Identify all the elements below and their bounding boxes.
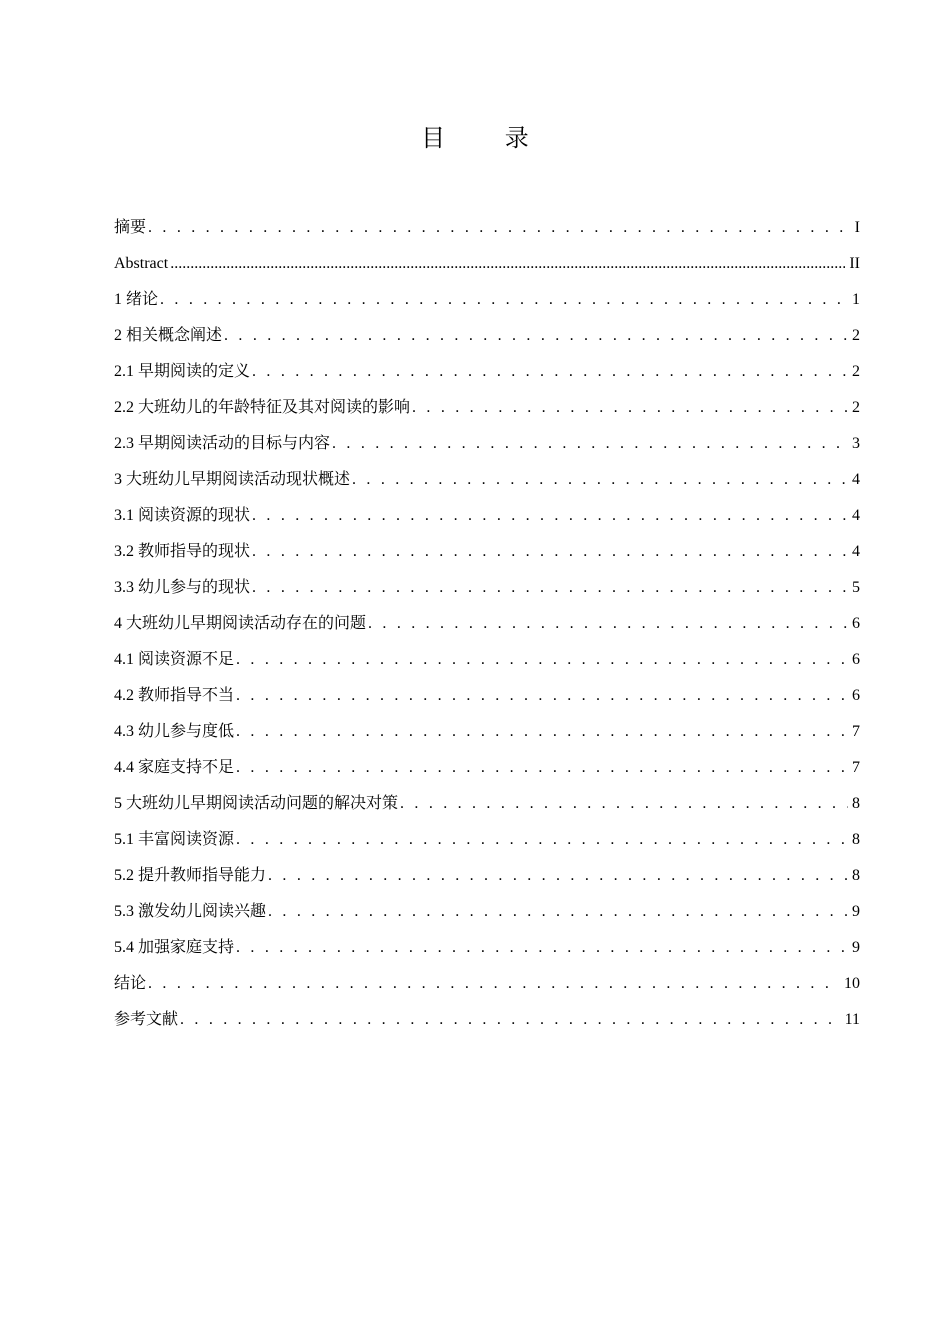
toc-entry-label: 4 大班幼儿早期阅读活动存在的问题 [114, 615, 367, 632]
toc-entry-references[interactable] [114, 1002, 860, 1038]
toc-entry-section-4-3[interactable] [114, 714, 860, 750]
toc-entry-page: 4 [852, 543, 860, 560]
dot-leader [180, 1002, 841, 1038]
toc-entry-label: 4.4 家庭支持不足 [114, 759, 235, 776]
toc-entry-page: 1 [852, 291, 860, 308]
toc-entry-page: 6 [852, 687, 860, 704]
toc-entry-label: 2.2 大班幼儿的年龄特征及其对阅读的影响 [114, 399, 411, 416]
toc-entry-section-3-3[interactable] [114, 570, 860, 606]
toc-entry-label: 4.3 幼儿参与度低 [114, 723, 235, 740]
toc-entry-page: I [854, 219, 860, 236]
toc-entry-page: 8 [852, 831, 860, 848]
toc-entry-section-2-1[interactable] [114, 354, 860, 390]
dot-leader [268, 858, 848, 894]
toc-entry-page: 9 [852, 903, 860, 920]
toc-entry-page: 3 [852, 435, 860, 452]
toc-entry-page: 10 [844, 975, 860, 992]
dot-leader [252, 354, 848, 390]
toc-entry-label: 1 绪论 [114, 291, 159, 308]
dot-leader [236, 822, 848, 858]
toc-entry-abstract-en[interactable] [114, 246, 860, 282]
toc-entry-page: 8 [852, 867, 860, 884]
toc-entry-section-5-4[interactable] [114, 930, 860, 966]
toc-entry-page: 2 [852, 327, 860, 344]
toc-entry-page: 2 [852, 363, 860, 380]
toc-entry-label: 3.3 幼儿参与的现状 [114, 579, 251, 596]
toc-entry-chapter-4[interactable] [114, 606, 860, 642]
dot-leader [236, 642, 848, 678]
toc-entry-label: 4.2 教师指导不当 [114, 687, 235, 704]
toc-entry-page: 4 [852, 471, 860, 488]
toc-entry-chapter-2[interactable] [114, 318, 860, 354]
toc-entry-label: 参考文献 [114, 1011, 179, 1028]
toc-entry-page: 7 [852, 759, 860, 776]
toc-entry-label: 5 大班幼儿早期阅读活动问题的解决对策 [114, 795, 399, 812]
toc-entry-label: 5.2 提升教师指导能力 [114, 867, 267, 884]
toc-entry-label: 2 相关概念阐述 [114, 327, 223, 344]
toc-entry-label: Abstract [114, 255, 169, 272]
toc-entry-label: 5.1 丰富阅读资源 [114, 831, 235, 848]
toc-entry-page: 9 [852, 939, 860, 956]
dot-leader [236, 678, 848, 714]
toc-entry-page: 4 [852, 507, 860, 524]
toc-entry-chapter-1[interactable] [114, 282, 860, 318]
toc-entry-section-5-1[interactable] [114, 822, 860, 858]
toc-entry-page: 5 [852, 579, 860, 596]
toc-entry-conclusion[interactable] [114, 966, 860, 1002]
table-of-contents [114, 210, 860, 1038]
dot-leader [224, 318, 848, 354]
dot-leader [332, 426, 848, 462]
toc-entry-page: 6 [852, 651, 860, 668]
toc-entry-section-2-3[interactable] [114, 426, 860, 462]
dot-leader [170, 246, 845, 282]
toc-entry-label: 2.1 早期阅读的定义 [114, 363, 251, 380]
dot-leader [236, 714, 848, 750]
dot-leader [236, 750, 848, 786]
dot-leader [252, 534, 848, 570]
dot-leader [352, 462, 848, 498]
dot-leader [148, 210, 851, 246]
toc-entry-chapter-3[interactable] [114, 462, 860, 498]
toc-entry-section-4-1[interactable] [114, 642, 860, 678]
dot-leader [160, 282, 848, 318]
toc-entry-chapter-5[interactable] [114, 786, 860, 822]
dot-leader [236, 930, 848, 966]
dot-leader [368, 606, 848, 642]
toc-entry-page: 7 [852, 723, 860, 740]
toc-entry-label: 3.1 阅读资源的现状 [114, 507, 251, 524]
toc-entry-page: 11 [844, 1011, 860, 1028]
toc-entry-abstract-cn[interactable] [114, 210, 860, 246]
dot-leader [412, 390, 848, 426]
dot-leader [252, 498, 848, 534]
toc-entry-label: 摘要 [114, 219, 147, 236]
toc-entry-label: 5.4 加强家庭支持 [114, 939, 235, 956]
toc-entry-section-2-2[interactable] [114, 390, 860, 426]
dot-leader [252, 570, 848, 606]
toc-entry-label: 4.1 阅读资源不足 [114, 651, 235, 668]
toc-entry-section-3-2[interactable] [114, 534, 860, 570]
dot-leader [268, 894, 848, 930]
toc-entry-section-3-1[interactable] [114, 498, 860, 534]
toc-entry-label: 3.2 教师指导的现状 [114, 543, 251, 560]
toc-entry-section-5-3[interactable] [114, 894, 860, 930]
toc-entry-label: 结论 [114, 975, 147, 992]
toc-entry-label: 2.3 早期阅读活动的目标与内容 [114, 435, 331, 452]
toc-entry-page: 2 [852, 399, 860, 416]
toc-entry-section-5-2[interactable] [114, 858, 860, 894]
toc-entry-section-4-4[interactable] [114, 750, 860, 786]
toc-entry-section-4-2[interactable] [114, 678, 860, 714]
toc-entry-label: 5.3 激发幼儿阅读兴趣 [114, 903, 267, 920]
toc-entry-label: 3 大班幼儿早期阅读活动现状概述 [114, 471, 351, 488]
page-title: 目 录 [421, 124, 555, 152]
dot-leader [400, 786, 848, 822]
toc-entry-page: 6 [852, 615, 860, 632]
toc-entry-page: II [849, 255, 860, 272]
toc-entry-page: 8 [852, 795, 860, 812]
dot-leader [148, 966, 840, 1002]
